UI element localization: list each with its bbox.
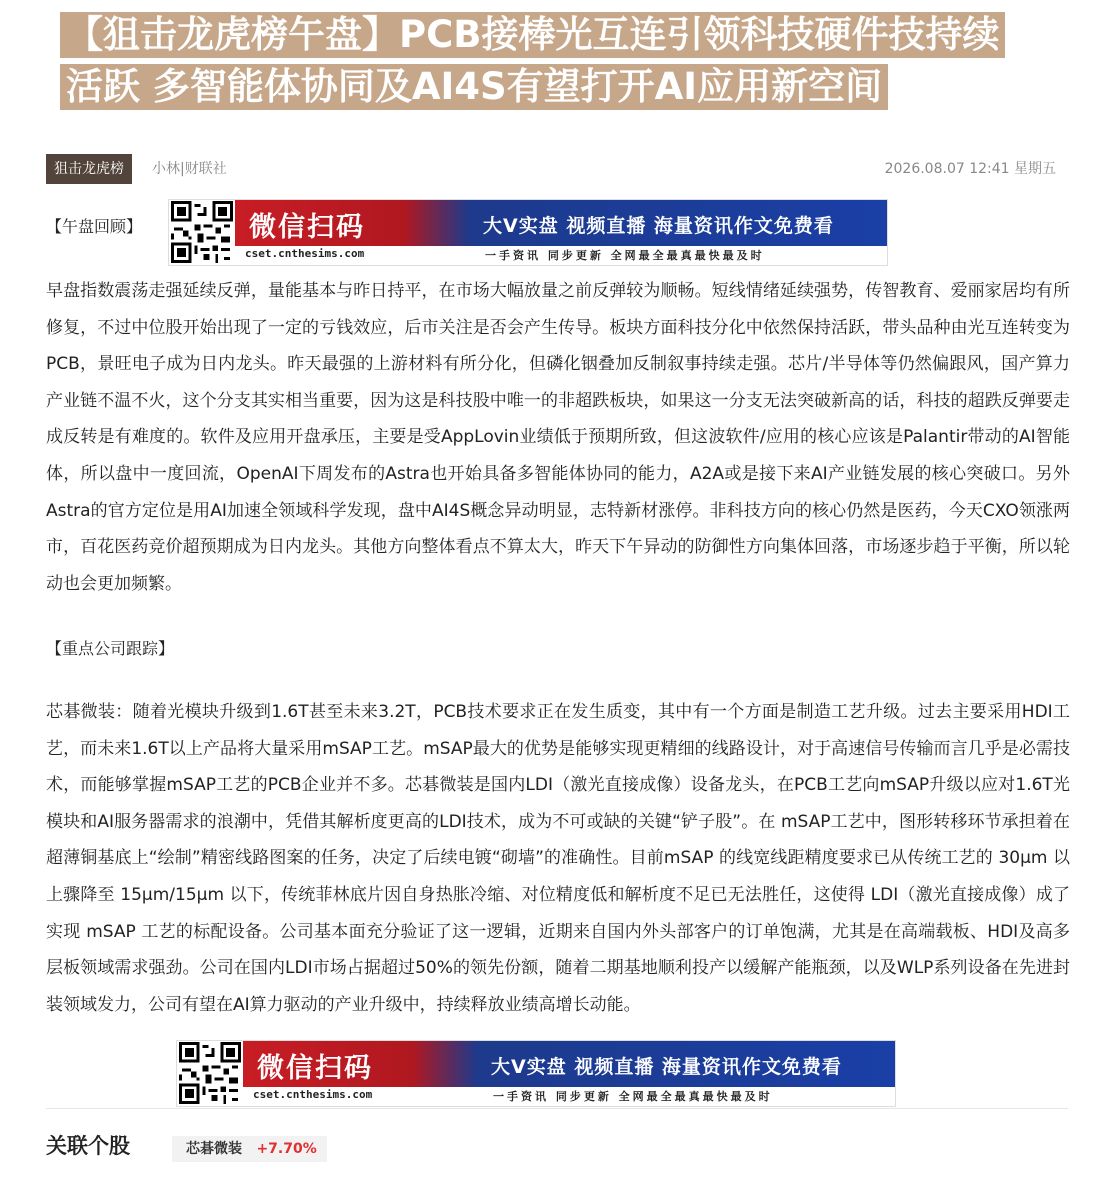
tracking-heading: 【重点公司跟踪】 [46, 639, 175, 658]
title-line-1: 【狙击龙虎榜午盘】PCB接棒光互连引领科技硬件技持续 [60, 12, 1005, 58]
tracking-paragraph: 芯碁微装：随着光模块升级到1.6T甚至未来3.2T，PCB技术要求正在发生质变，其中有一个方面是制造工艺升级。过去主要采用HDI工艺，而未来1.6T以上产品将大量采用mSAP工艺。mSAP最大的优势是能够实现更精细的线路设计，对于高速信号传输而言几乎是必需技术，而能够掌握mSAP工艺的PCB企业并不多。芯碁微装是国内LDI（激光直接成像）设备龙头，在PCB工艺向mSAP升级以应对1.6T光模块和AI服务器需求的浪潮中，凭借其解析度更高的LDI技术，成为不可或缺的关键“铲子股”。在 mSAP工艺中，图形转移环节承担着在超薄铜基底上“绘制”精密线路图案的任务，决定了后续电镀“砌墙”的准确性。目前mSAP 的线宽线距精度要求已从传统工艺的 30μm 以上骤降至 15μm/15μm 以下，传统菲林底片因自身热胀冷缩、对位精度低和解析度不足已无法胜任，这使得 LDI（激光直接成像）成了实现 mSAP 工艺的标配设备。公司基本面充分验证了这一逻辑，近期来自国内外头部客户的订单饱满，尤其是在高端载板、HDI及高多层板领域需求强劲。公司在国内LDI市场占据超过50%的领先份额，随着二期基地顺利投产以缓解产能瓶颈，以及WLP系列设备在先进封装领域发力，公司有望在AI算力驱动的产业升级中，持续释放业绩高增长动能。 [46, 702, 1070, 1015]
stock-change: +7.70% [256, 1141, 317, 1157]
column-tag[interactable]: 狙击龙虎榜 [46, 154, 132, 184]
qr-code-icon [171, 201, 233, 263]
stock-name: 芯碁微装 [186, 1141, 242, 1157]
promo-banner-top[interactable] [168, 199, 888, 266]
banner-slogan: 大V实盘 视频直播 海量资讯作文免费看 [491, 1056, 842, 1078]
banner-subline: 一手资讯 同步更新 全网最全最真最快最及时 [493, 1090, 773, 1103]
banner-body [235, 200, 887, 264]
banner-body [243, 1041, 895, 1105]
article-title [60, 12, 1060, 116]
banner-subline: 一手资讯 同步更新 全网最全最真最快最及时 [485, 249, 765, 262]
wechat-label: 微信扫码 [249, 212, 365, 243]
divider [46, 1108, 1068, 1109]
review-paragraph: 早盘指数震荡走强延续反弹，量能基本与昨日持平，在市场大幅放量之前反弹较为顺畅。短线情绪延续强势，传智教育、爱丽家居均有所修复，不过中位股开始出现了一定的亏钱效应，后市关注是否会产生传导。板块方面科技分化中依然保持活跃，带头品种由光互连转变为PCB，景旺电子成为日内龙头。昨天最强的上游材料有所分化，但磷化铟叠加反制叙事持续走强。芯片/半导体等仍然偏跟风，国产算力产业链不温不火，这个分支其实相当重要，因为这是科技股中唯一的非超跌板块，如果这一分支无法突破新高的话，科技的超跌反弹要走成反转是有难度的。软件及应用开盘承压，主要是受AppLovin业绩低于预期所致，但这波软件/应用的核心应该是Palantir带动的AI智能体，所以盘中一度回流，OpenAI下周发布的Astra也开始具备多智能体协同的能力，A2A或是接下来AI产业链发展的核心突破口。另外Astra的官方定位是用AI加速全领域科学发现，盘中AI4S概念异动明显，志特新材涨停。非科技方向的核心仍然是医药，今天CXO领涨两市，百花医药竞价超预期成为日内龙头。其他方向整体看点不算太大，昨天下午异动的防御性方向集体回落，市场逐步趋于平衡，所以轮动也会更加频繁。 [46, 281, 1070, 594]
author[interactable]: 小林|财联社 [152, 161, 227, 177]
qr-code-icon [179, 1042, 241, 1104]
banner-url[interactable]: cset.cnthesims.com [245, 247, 365, 260]
review-heading: 【午盘回顾】 [46, 217, 143, 236]
title-line-2: 活跃 多智能体协同及AI4S有望打开AI应用新空间 [60, 64, 888, 110]
wechat-label: 微信扫码 [257, 1053, 373, 1084]
publish-datetime: 2026.08.07 12:41 星期五 [884, 161, 1056, 177]
banner-url[interactable]: cset.cnthesims.com [253, 1088, 373, 1101]
promo-banner-bottom[interactable] [176, 1040, 896, 1107]
article-meta [46, 154, 1056, 184]
related-stock-chip[interactable] [172, 1136, 327, 1162]
related-stocks-label: 关联个股 [46, 1134, 130, 1158]
banner-slogan: 大V实盘 视频直播 海量资讯作文免费看 [483, 215, 834, 237]
